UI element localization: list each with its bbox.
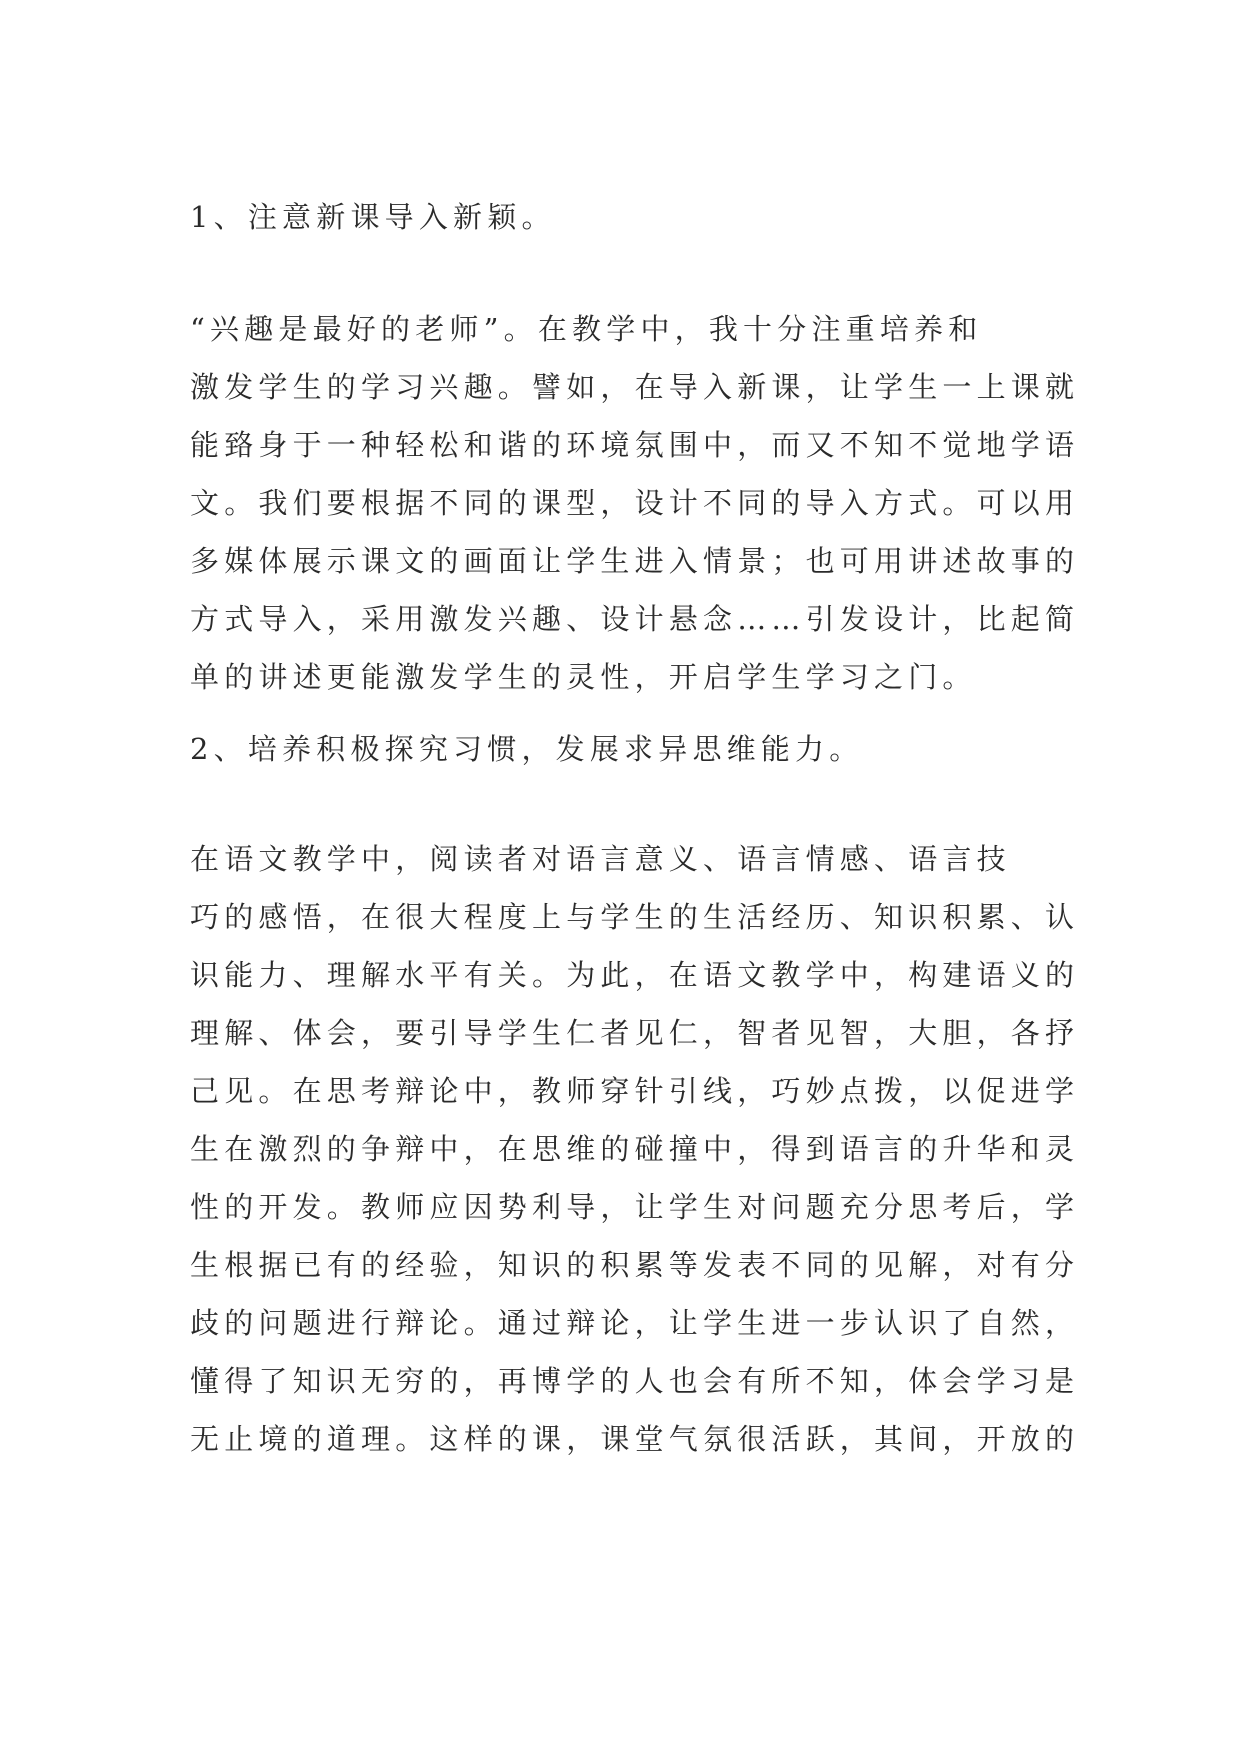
paragraph-line: 巧的感悟，在很大程度上与学生的生活经历、知识积累、认 [190, 900, 1080, 934]
paragraph-line: 方式导入，采用激发兴趣、设计悬念……引发设计，比起简 [190, 602, 1080, 636]
paragraph-line: 歧的问题进行辩论。通过辩论，让学生进一步认识了自然， [190, 1306, 1080, 1340]
paragraph-line: 懂得了知识无穷的，再博学的人也会有所不知，体会学习是 [190, 1364, 1080, 1398]
paragraph-line: 理解、体会，要引导学生仁者见仁，智者见智，大胆，各抒 [190, 1016, 1080, 1050]
section-heading-2: 2、培养积极探究习惯，发展求异思维能力。 [190, 732, 864, 766]
paragraph-line: “兴趣是最好的老师”。在教学中，我十分注重培养和 [190, 312, 983, 346]
paragraph-1 [190, 300, 1080, 706]
paragraph-line: 激发学生的学习兴趣。譬如，在导入新课，让学生一上课就 [190, 370, 1080, 404]
paragraph-2 [190, 830, 1080, 1468]
paragraph-line: 文。我们要根据不同的课型，设计不同的导入方式。可以用 [190, 486, 1080, 520]
paragraph-line: 无止境的道理。这样的课，课堂气氛很活跃，其间，开放的 [190, 1422, 1080, 1456]
paragraph-line: 生在激烈的争辩中，在思维的碰撞中，得到语言的升华和灵 [190, 1132, 1080, 1166]
paragraph-line: 多媒体展示课文的画面让学生进入情景；也可用讲述故事的 [190, 544, 1080, 578]
section-heading-1: 1、注意新课导入新颖。 [190, 200, 556, 234]
paragraph-line: 生根据已有的经验，知识的积累等发表不同的见解，对有分 [190, 1248, 1080, 1282]
paragraph-line: 己见。在思考辩论中，教师穿针引线，巧妙点拨，以促进学 [190, 1074, 1080, 1108]
paragraph-line: 能臵身于一种轻松和谐的环境氛围中，而又不知不觉地学语 [190, 428, 1080, 462]
paragraph-line: 性的开发。教师应因势利导，让学生对问题充分思考后，学 [190, 1190, 1080, 1224]
paragraph-line: 识能力、理解水平有关。为此，在语文教学中，构建语义的 [190, 958, 1080, 992]
paragraph-line: 单的讲述更能激发学生的灵性，开启学生学习之门。 [190, 660, 977, 694]
paragraph-line: 在语文教学中，阅读者对语言意义、语言情感、语言技 [190, 842, 1011, 876]
